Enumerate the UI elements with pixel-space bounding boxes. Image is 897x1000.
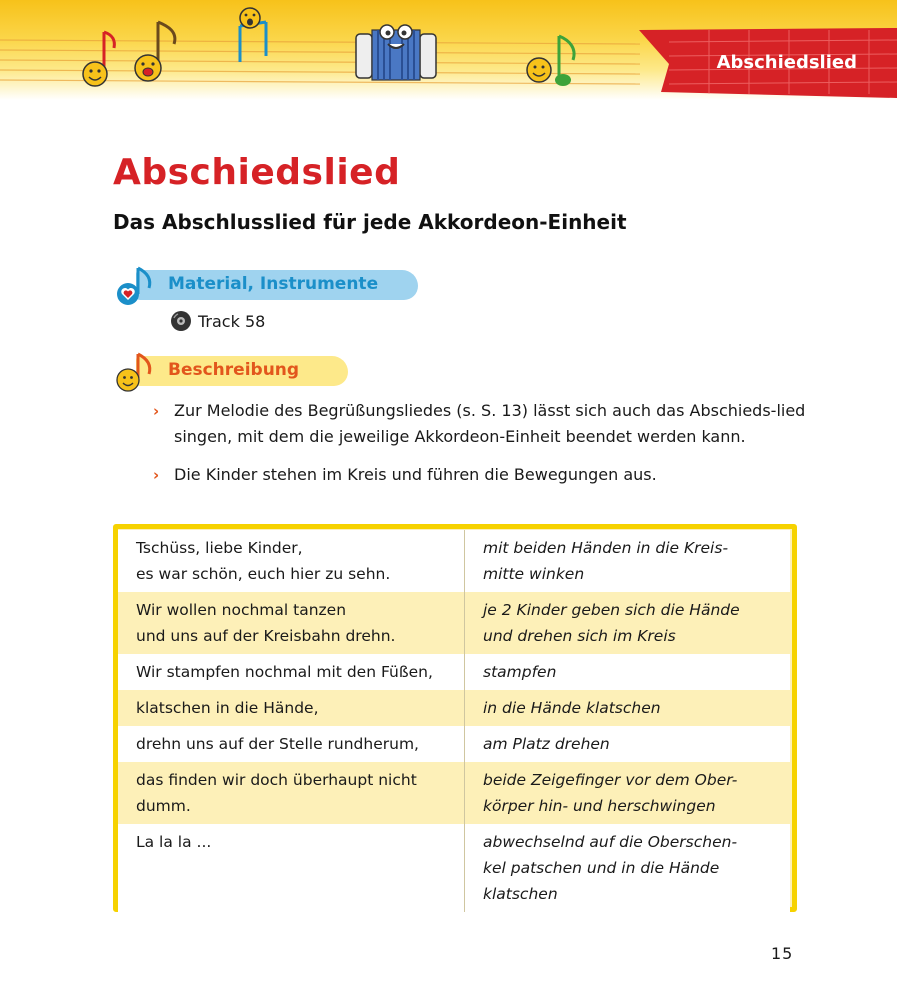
track-row	[170, 310, 265, 332]
description-list	[153, 398, 813, 500]
smiley-note-icon	[116, 352, 156, 394]
movement-cell: stampfen	[465, 654, 791, 690]
page-subtitle: Das Abschlusslied für jede Akkordeon-Einheit	[113, 210, 627, 234]
page-number: 15	[771, 944, 794, 963]
lyric-cell: das finden wir doch überhaupt nicht dumm.	[118, 762, 465, 824]
table-row	[118, 530, 790, 592]
table-row	[118, 690, 790, 726]
song-table	[118, 530, 790, 912]
cd-icon	[170, 310, 192, 332]
bullet-text: Zur Melodie des Begrüßungsliedes (s. S. 13) lässt sich auch das Abschieds-lied singen, mit dem die jeweilige Akkordeon-Einheit beendet werden kann.	[174, 401, 806, 446]
table-row	[118, 592, 790, 654]
description-section-header	[116, 352, 366, 392]
movement-cell: abwechselnd auf die Oberschen- kel patschen und in die Hände klatschen	[465, 824, 791, 912]
description-heading: Beschreibung	[168, 360, 300, 380]
page-title: Abschiedslied	[113, 152, 401, 193]
movement-cell: in die Hände klatschen	[465, 690, 791, 726]
accordion-mascot-icon	[350, 12, 442, 86]
bullet-text: Die Kinder stehen im Kreis und führen die Bewegungen aus.	[174, 465, 657, 484]
singing-note-icon	[130, 16, 186, 86]
movement-cell: je 2 Kinder geben sich die Hände und drehen sich im Kreis	[465, 592, 791, 654]
table-row	[118, 824, 790, 912]
table-row	[118, 762, 790, 824]
top-banner	[0, 0, 897, 100]
lyric-cell: Wir stampfen nochmal mit den Füßen,	[118, 654, 465, 690]
movement-cell: beide Zeigefinger vor dem Ober- körper hin- und herschwingen	[465, 762, 791, 824]
lyric-cell: Wir wollen nochmal tanzen und uns auf der Kreisbahn drehn.	[118, 592, 465, 654]
smiling-note-red-icon	[80, 26, 120, 90]
lyric-cell: klatschen in die Hände,	[118, 690, 465, 726]
movement-cell: mit beiden Händen in die Kreis- mitte winken	[465, 530, 791, 592]
material-heading: Material, Instrumente	[168, 274, 379, 294]
table-row	[118, 654, 790, 690]
chapter-tab-label: Abschiedslied	[716, 52, 857, 73]
heart-note-icon	[116, 266, 156, 308]
lyric-cell: drehn uns auf der Stelle rundherum,	[118, 726, 465, 762]
blue-note-icon	[230, 6, 276, 68]
chevron-right-icon: ›	[153, 466, 160, 484]
table-row	[118, 726, 790, 762]
chevron-right-icon: ›	[153, 402, 160, 420]
list-item	[153, 462, 813, 488]
lyric-cell: La la la ...	[118, 824, 465, 912]
list-item	[153, 398, 813, 450]
material-section-header	[116, 266, 426, 306]
lyric-cell: Tschüss, liebe Kinder, es war schön, euch hier zu sehn.	[118, 530, 465, 592]
track-label: Track 58	[198, 311, 266, 331]
movement-cell: am Platz drehen	[465, 726, 791, 762]
smiling-note-green-icon	[525, 32, 581, 90]
